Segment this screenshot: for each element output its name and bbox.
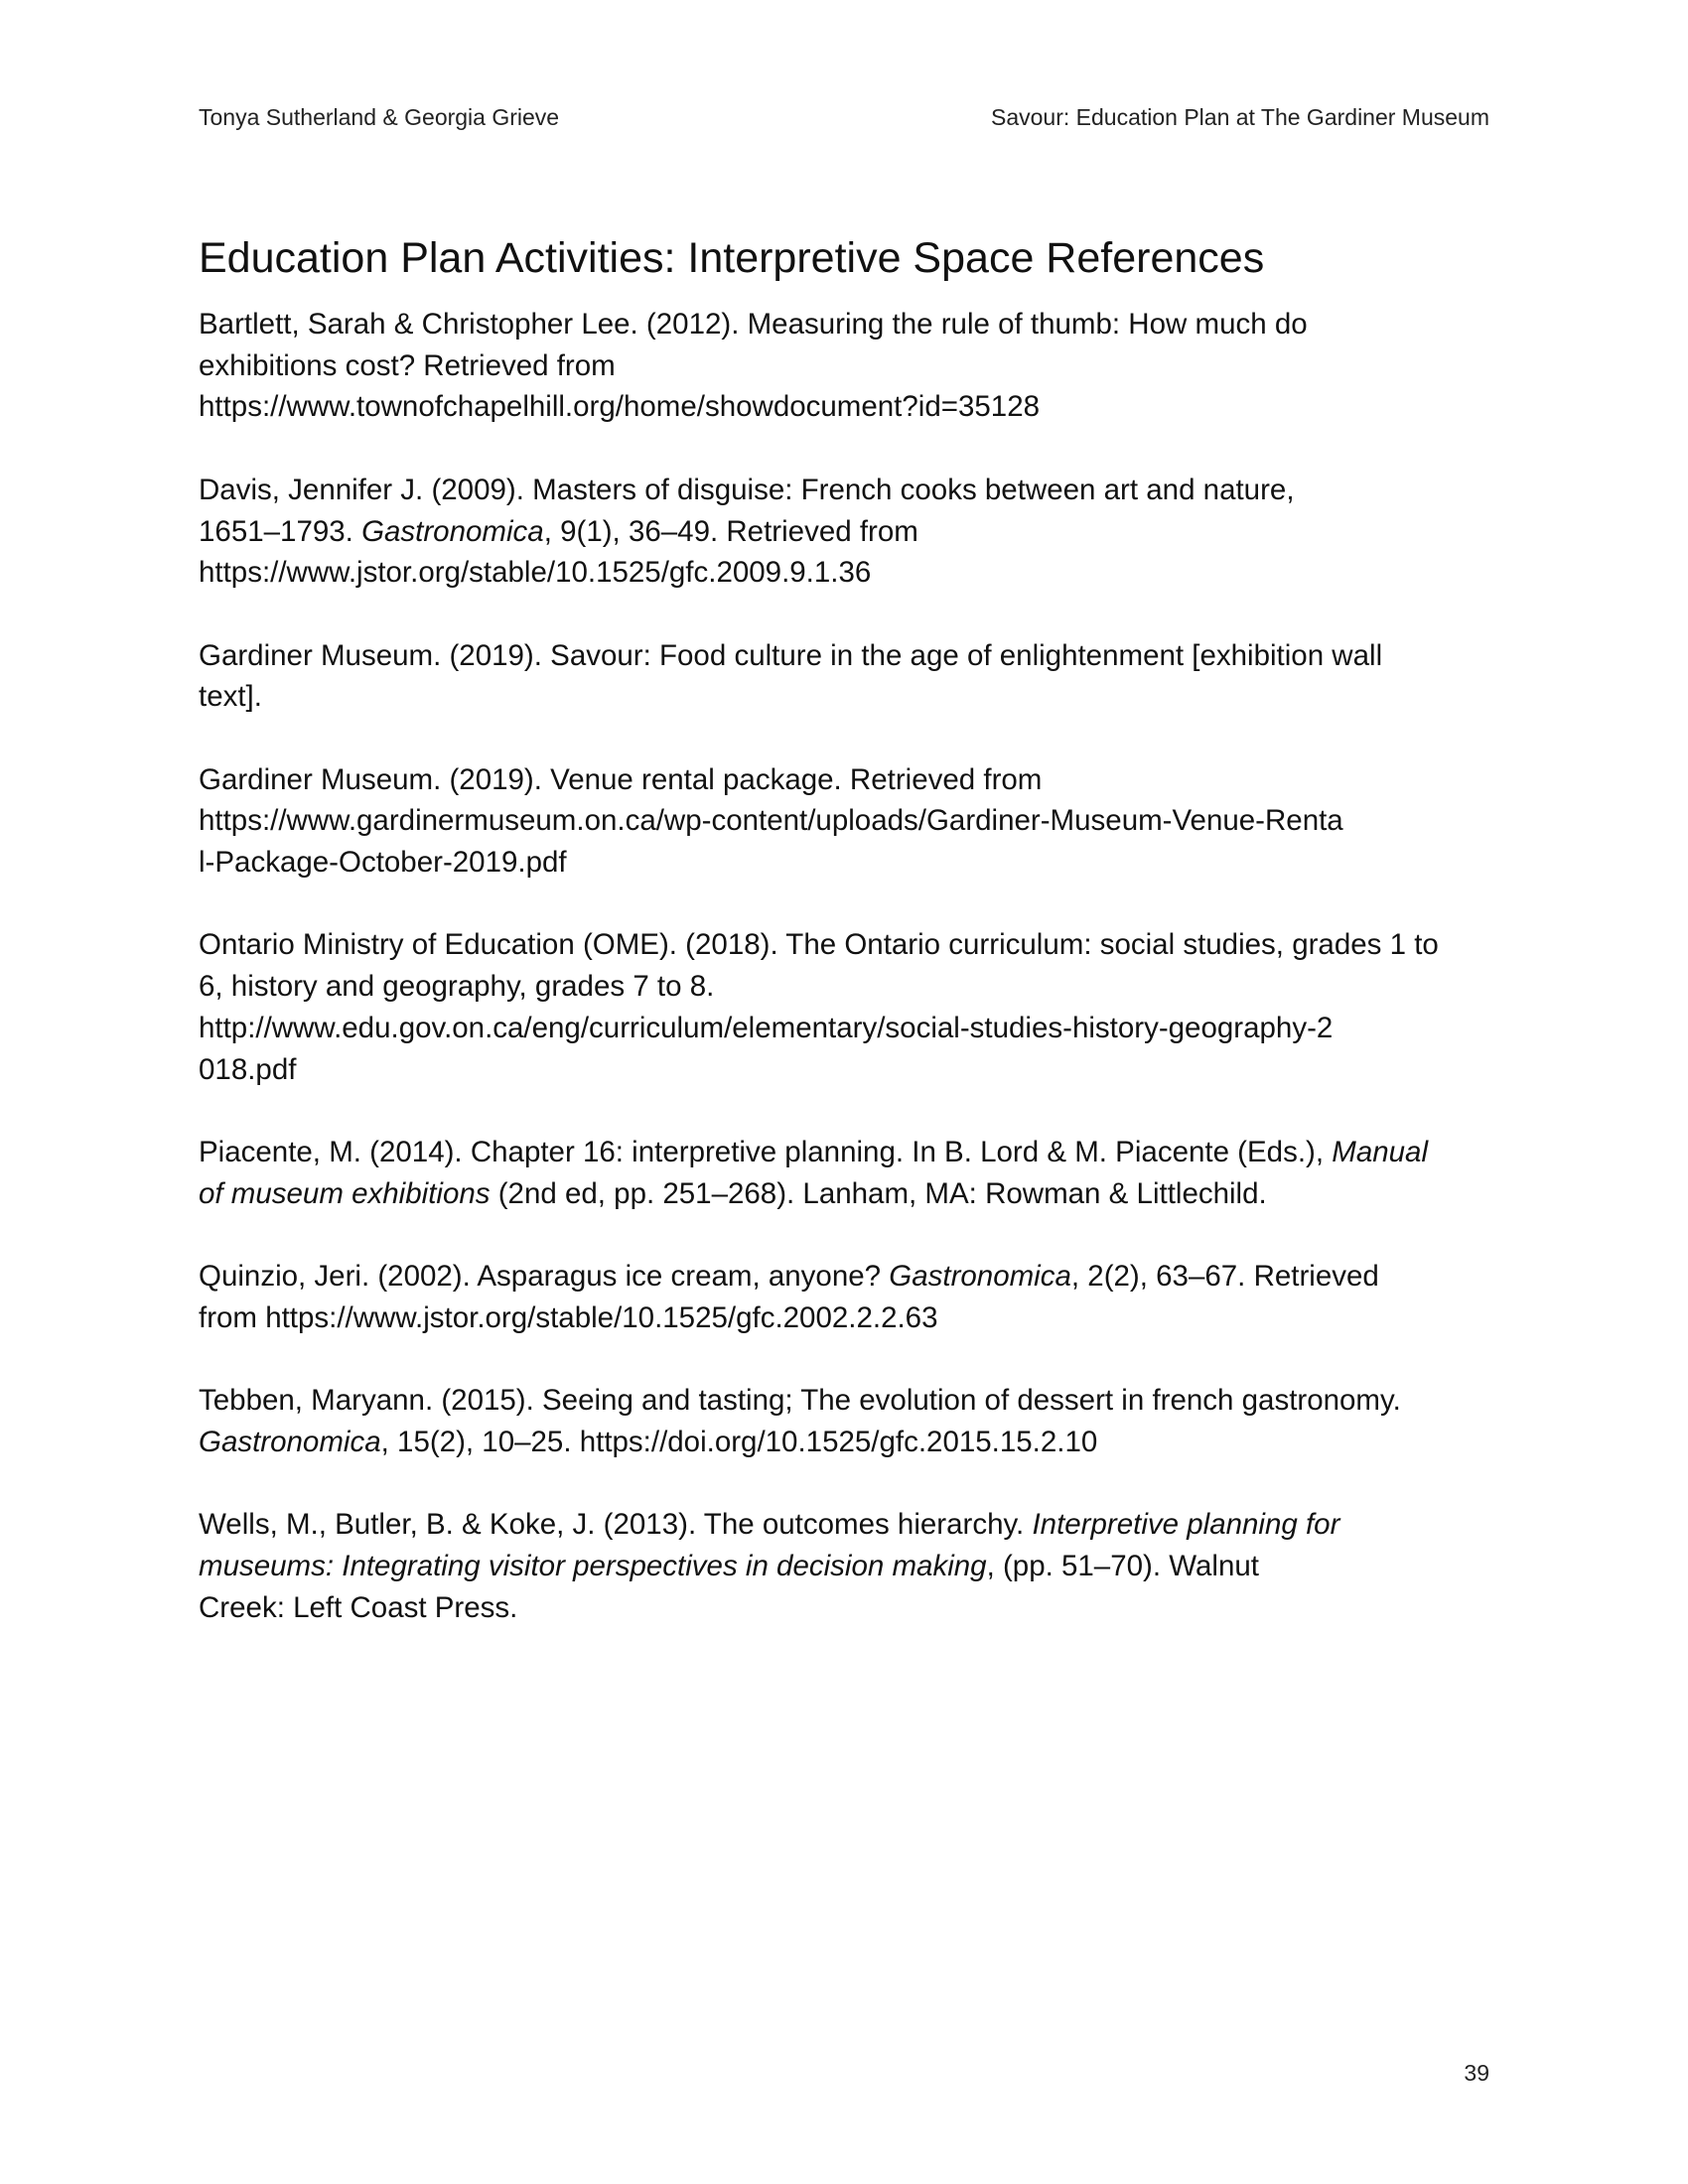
reference-line: from https://www.jstor.org/stable/10.1525/gfc.2002.2.2.63	[199, 1300, 938, 1334]
reference-line: Quinzio, Jeri. (2002). Asparagus ice cream, anyone? Gastronomica, 2(2), 63–67. Retrieved	[199, 1260, 1379, 1294]
page-title: Education Plan Activities: Interpretive Space References	[199, 234, 1265, 282]
reference-ontario-ministry	[199, 924, 1489, 1090]
reference-quinzio	[199, 1256, 1489, 1338]
running-header	[199, 99, 1489, 135]
reference-line: 6, history and geography, grades 7 to 8.	[199, 970, 715, 1004]
journal-title: Gastronomica	[361, 514, 544, 548]
book-title: museums: Integrating visitor perspectives in decision making	[199, 1549, 987, 1582]
reference-line: Gardiner Museum. (2019). Venue rental package. Retrieved from	[199, 762, 1043, 796]
reference-line: Gardiner Museum. (2019). Savour: Food culture in the age of enlightenment [exhibition wall	[199, 638, 1383, 672]
reference-line: museums: Integrating visitor perspectives in decision making, (pp. 51–70). Walnut	[199, 1549, 1259, 1582]
reference-line: Bartlett, Sarah & Christopher Lee. (2012). Measuring the rule of thumb: How much do	[199, 308, 1308, 341]
page-number: 39	[1464, 2060, 1489, 2086]
reference-url: https://www.gardinermuseum.on.ca/wp-content/uploads/Gardiner-Museum-Venue-Renta	[199, 804, 1343, 838]
book-title: of museum exhibitions	[199, 1176, 491, 1210]
reference-line: of museum exhibitions (2nd ed, pp. 251–268). Lanham, MA: Rowman & Littlechild.	[199, 1176, 1267, 1210]
reference-url: l-Package-October-2019.pdf	[199, 846, 567, 880]
reference-line: Tebben, Maryann. (2015). Seeing and tasting; The evolution of dessert in french gastronomy.	[199, 1384, 1401, 1418]
header-document-title: Savour: Education Plan at The Gardiner Museum	[990, 104, 1489, 130]
reference-tebben	[199, 1380, 1489, 1462]
reference-piacente	[199, 1132, 1489, 1214]
reference-url: https://www.townofchapelhill.org/home/showdocument?id=35128	[199, 390, 1041, 424]
reference-line: Wells, M., Butler, B. & Koke, J. (2013). The outcomes hierarchy. Interpretive planning for	[199, 1508, 1340, 1542]
reference-davis	[199, 470, 1489, 594]
journal-title: Gastronomica	[199, 1425, 381, 1458]
reference-line: exhibitions cost? Retrieved from	[199, 348, 616, 382]
reference-url: 018.pdf	[199, 1052, 297, 1086]
reference-line: 1651–1793. Gastronomica, 9(1), 36–49. Retrieved from	[199, 514, 918, 548]
book-title: Interpretive planning for	[1032, 1508, 1340, 1542]
reference-line: Davis, Jennifer J. (2009). Masters of disguise: French cooks between art and nature,	[199, 473, 1295, 506]
reference-bartlett	[199, 304, 1489, 428]
reference-line: Gastronomica, 15(2), 10–25. https://doi.org/10.1525/gfc.2015.15.2.10	[199, 1425, 1098, 1458]
header-authors: Tonya Sutherland & Georgia Grieve	[199, 104, 560, 130]
reference-url: https://www.jstor.org/stable/10.1525/gfc.2009.9.1.36	[199, 556, 872, 590]
reference-url: http://www.edu.gov.on.ca/eng/curriculum/elementary/social-studies-history-geography-2	[199, 1011, 1334, 1044]
reference-gardiner-venue	[199, 759, 1489, 884]
reference-line: text].	[199, 680, 262, 714]
reference-line: Ontario Ministry of Education (OME). (2018). The Ontario curriculum: social studies, grades 1 to	[199, 928, 1439, 962]
book-title: Manual	[1332, 1135, 1429, 1168]
reference-gardiner-wall-text	[199, 635, 1489, 718]
reference-line: Creek: Left Coast Press.	[199, 1590, 518, 1624]
reference-line: Piacente, M. (2014). Chapter 16: interpretive planning. In B. Lord & M. Piacente (Eds.), Manual	[199, 1135, 1429, 1168]
reference-list	[199, 304, 1489, 1670]
reference-wells	[199, 1504, 1489, 1628]
journal-title: Gastronomica	[889, 1260, 1071, 1294]
